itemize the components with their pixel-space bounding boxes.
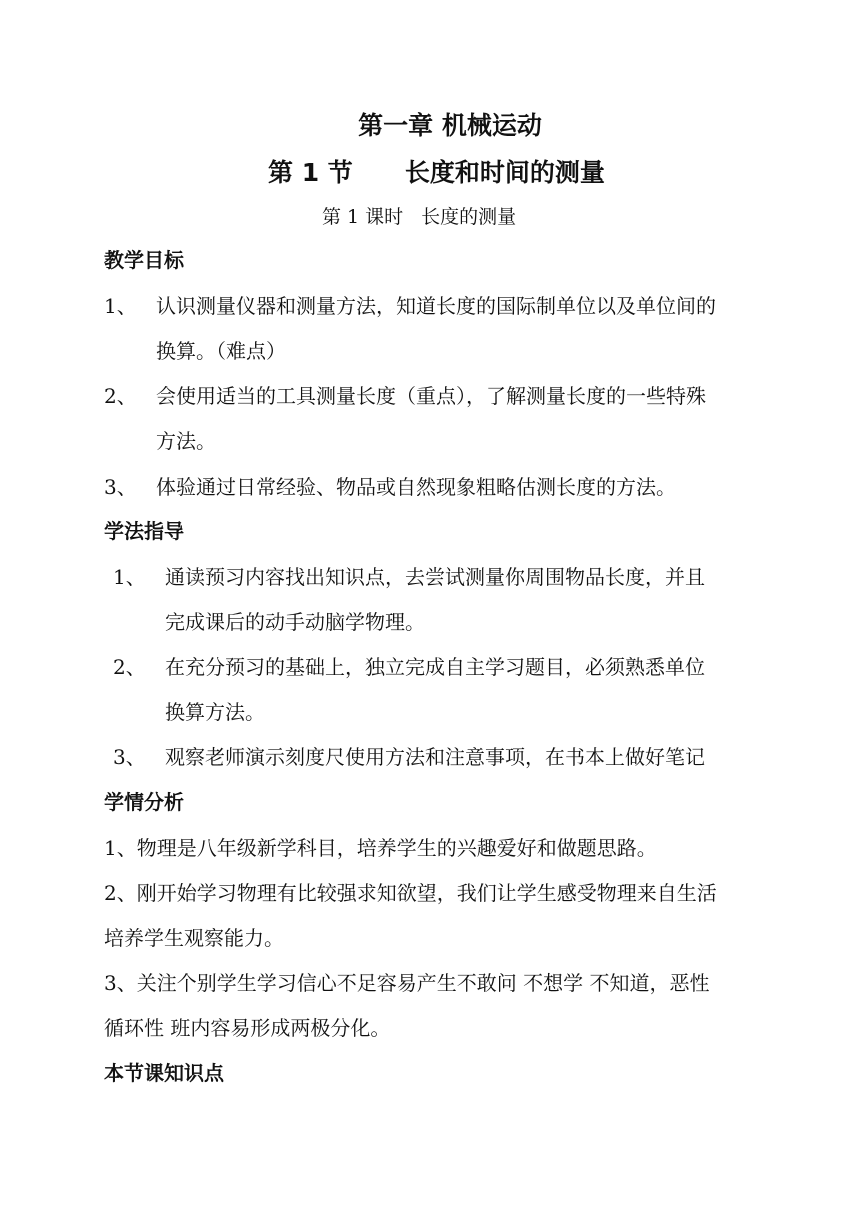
goal-text: 认识测量仪器和测量方法，知道长度的国际制单位以及单位间的 [156, 294, 716, 318]
analysis-line: 3、关注个别学生学习信心不足容易产生不敢问 不想学 不知道，恶性 [104, 971, 710, 995]
analysis-line: 1、物理是八年级新学科目，培养学生的兴趣爱好和做题思路。 [104, 836, 657, 860]
goal-text: 方法。 [156, 429, 216, 453]
guide-number: 2、 [113, 655, 146, 679]
goal-number: 3、 [104, 475, 137, 499]
guide-text: 通读预习内容找出知识点，去尝试测量你周围物品长度，并且 [165, 565, 705, 589]
guide-number: 3、 [113, 745, 146, 769]
goal-text: 体验通过日常经验、物品或自然现象粗略估测长度的方法。 [156, 475, 676, 499]
analysis-line: 2、刚开始学习物理有比较强求知欲望，我们让学生感受物理来自生活 [104, 881, 717, 905]
analysis-line: 循环性 班内容易形成两极分化。 [104, 1016, 391, 1040]
goal-number: 2、 [104, 384, 137, 408]
guide-number: 1、 [113, 565, 146, 589]
guide-text: 换算方法。 [165, 700, 265, 724]
section-number: 第 1 节 [268, 158, 353, 187]
section-title [268, 155, 605, 191]
teaching-goals-heading: 教学目标 [104, 248, 184, 272]
goal-text: 会使用适当的工具测量长度（重点），了解测量长度的一些特殊 [156, 384, 706, 408]
goal-number: 1、 [104, 294, 137, 318]
goal-text: 换算。（难点） [156, 339, 286, 363]
lesson-name: 长度的测量 [421, 206, 517, 228]
guide-text: 完成课后的动手动脑学物理。 [165, 610, 425, 634]
lesson-number: 第 1 课时 [322, 206, 404, 228]
lesson-title [322, 202, 516, 232]
section-name: 长度和时间的测量 [404, 158, 605, 187]
study-guide-heading: 学法指导 [104, 519, 184, 543]
knowledge-points-heading: 本节课知识点 [104, 1061, 224, 1085]
chapter-title: 第一章 机械运动 [358, 111, 542, 140]
analysis-line: 培养学生观察能力。 [104, 926, 284, 950]
guide-text: 在充分预习的基础上，独立完成自主学习题目，必须熟悉单位 [165, 655, 705, 679]
guide-text: 观察老师演示刻度尺使用方法和注意事项，在书本上做好笔记 [165, 745, 705, 769]
analysis-heading: 学情分析 [104, 790, 184, 814]
